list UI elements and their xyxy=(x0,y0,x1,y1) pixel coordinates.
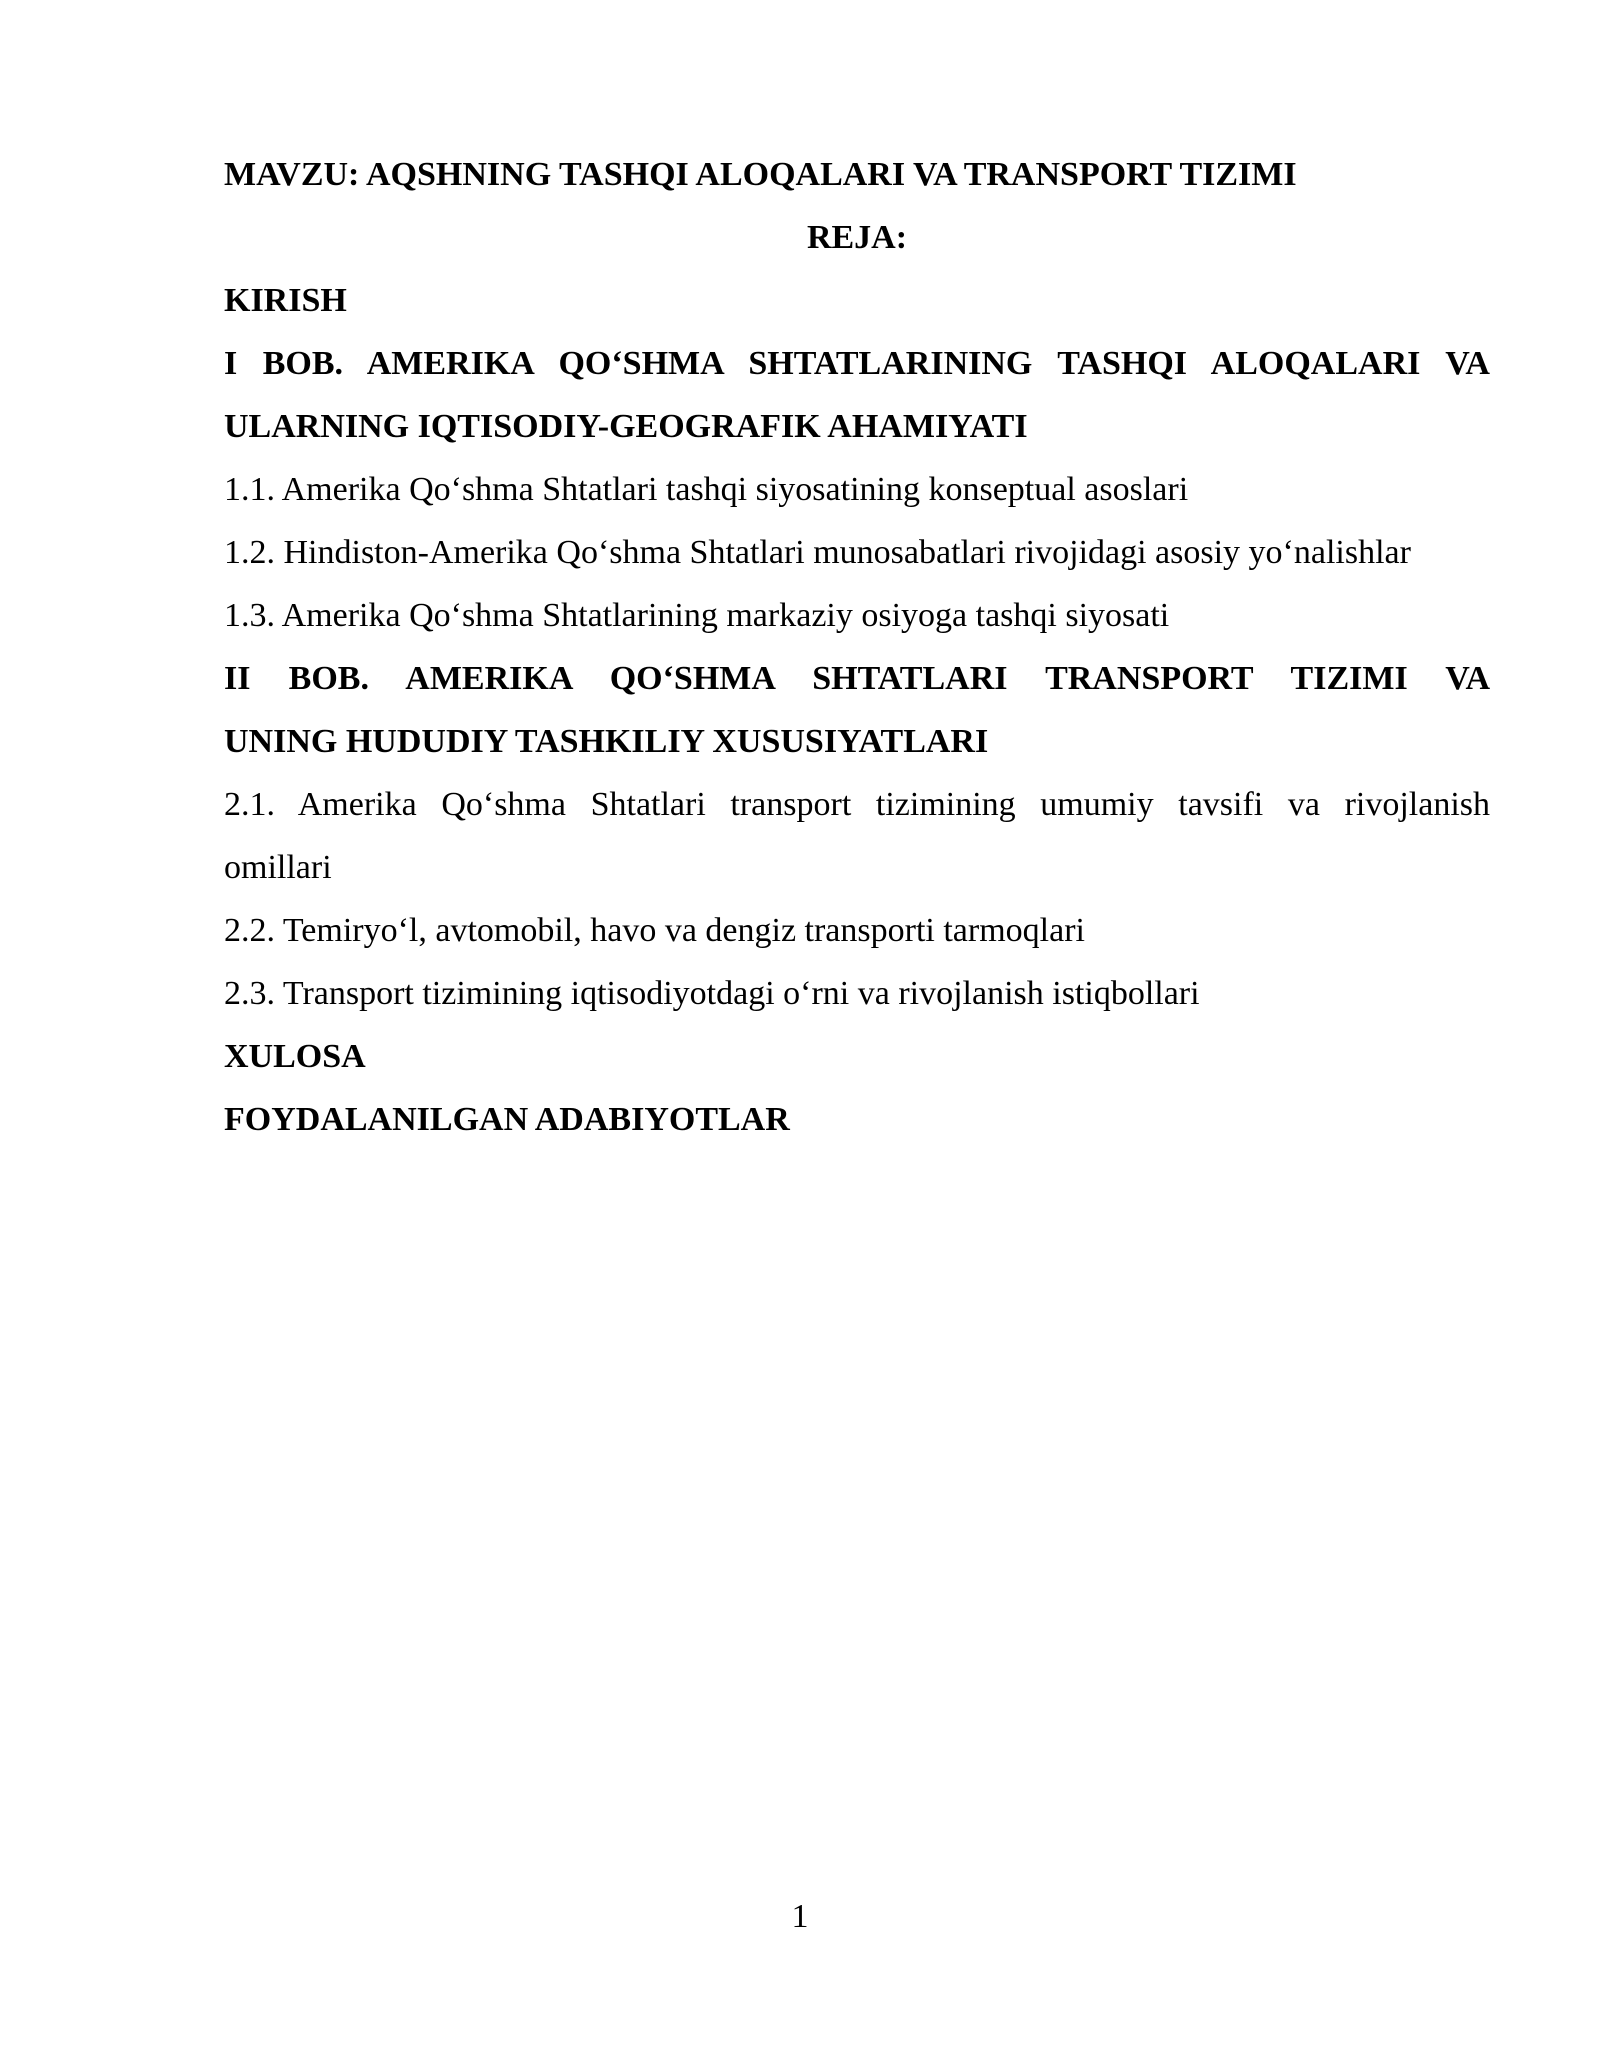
section-2-3: 2.3. Transport tizimining iqtisodiyotdagi o‘rni va rivojlanish istiqbollari xyxy=(224,975,1200,1012)
chapter-2-title-line-2: UNING HUDUDIY TASHKILIY XUSUSIYATLARI xyxy=(224,723,989,760)
introduction-heading: KIRISH xyxy=(224,282,347,319)
section-2-2: 2.2. Temiryo‘l, avtomobil, havo va dengiz transporti tarmoqlari xyxy=(224,912,1085,949)
page-number: 1 xyxy=(791,1898,809,1935)
section-1-3: 1.3. Amerika Qo‘shma Shtatlarining markaziy osiyoga tashqi siyosati xyxy=(224,597,1170,634)
section-1-1: 1.1. Amerika Qo‘shma Shtatlari tashqi siyosatining konseptual asoslari xyxy=(224,471,1189,508)
chapter-1-title-line-1: I BOB. AMERIKA QO‘SHMA SHTATLARINING TASHQI ALOQALARI VA xyxy=(224,345,1490,382)
plan-heading: REJA: xyxy=(806,219,908,256)
section-1-2: 1.2. Hindiston-Amerika Qo‘shma Shtatlari munosabatlari rivojidagi asosiy yo‘nalishlar xyxy=(224,534,1411,571)
section-2-1-line-1: 2.1. Amerika Qo‘shma Shtatlari transport tizimining umumiy tavsifi va rivojlanish xyxy=(224,786,1490,823)
section-2-1-line-2: omillari xyxy=(224,849,332,886)
conclusion-heading: XULOSA xyxy=(224,1038,366,1075)
topic-title: MAVZU: AQSHNING TASHQI ALOQALARI VA TRANSPORT TIZIMI xyxy=(224,156,1297,193)
chapter-1-title-line-2: ULARNING IQTISODIY-GEOGRAFIK AHAMIYATI xyxy=(224,408,1028,445)
table-of-contents xyxy=(224,143,1490,1151)
chapter-2-title-line-1: II BOB. AMERIKA QO‘SHMA SHTATLARI TRANSPORT TIZIMI VA xyxy=(224,660,1490,697)
references-heading: FOYDALANILGAN ADABIYOTLAR xyxy=(224,1101,790,1138)
